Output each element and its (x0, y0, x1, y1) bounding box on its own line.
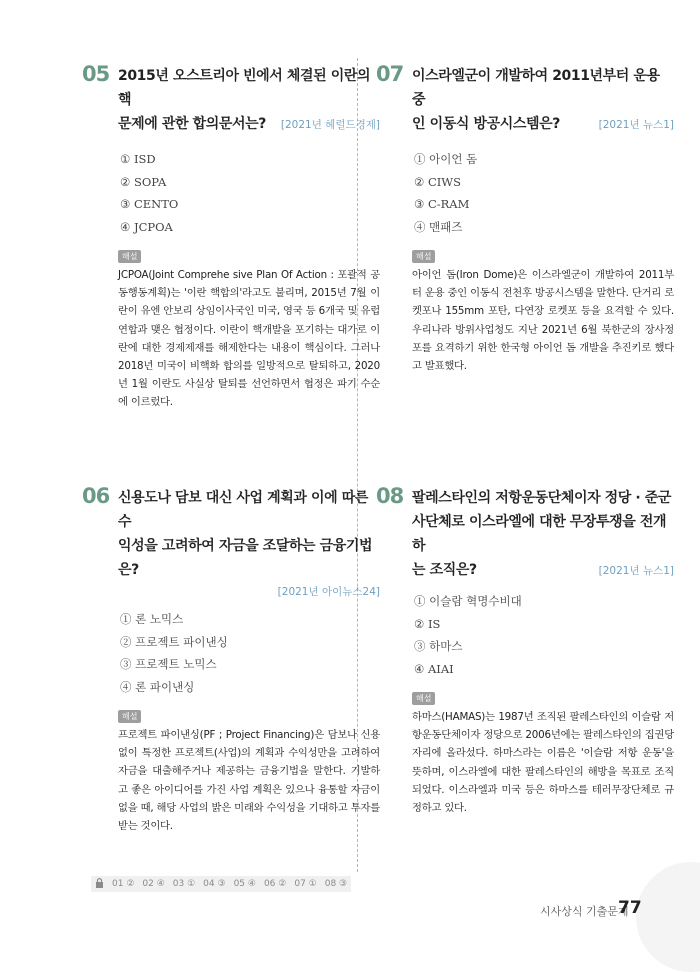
question-number: 08 (376, 484, 404, 508)
option: ① 아이언 돔 (414, 152, 478, 166)
decorative-circle (636, 862, 700, 972)
explanation-text: 하마스(HAMAS)는 1987년 조직된 팔레스타인의 이슬람 저항운동단체이자 정당으로 2006년에는 팔레스타인의 집권당 자리에 올라섰다. 하마스라는 이름은 '이슬람 저항 운동'을 뜻하며, 이스라엘에 대한 팔레스타인의 해방을 목표로 조직되었다. 이스라엘과 미국 등은 하마스를 테러무장단체로 규정하고 있다. (412, 711, 674, 815)
option: ④ 론 파이낸싱 (120, 679, 195, 694)
question-text (412, 64, 674, 136)
lock-icon (95, 878, 104, 891)
question-number: 05 (82, 62, 110, 86)
question-text (118, 64, 380, 136)
options-list (412, 148, 674, 238)
question-text (118, 486, 380, 582)
options-list (412, 590, 674, 680)
question-08 (376, 484, 674, 817)
option: ③ 하마스 (414, 639, 463, 653)
question-07 (376, 62, 674, 375)
option: ② SOPA (120, 174, 167, 189)
explanation-text: 아이언 돔(Iron Dome)은 이스라엘군이 개발하여 2011부터 운용 중인 이동식 전천후 방공시스템을 말한다. 단거리 로켓포나 155mm 포탄, 다연장 로켓포 등을 요격할 수 있다. 우리나라 방위사업청도 지난 2021년 6월 북한군의 장사정포를 요격하기 위한 한국형 아이언 돔 개발을 추진키로 했다고 발표했다. (412, 269, 674, 373)
question-number: 06 (82, 484, 110, 508)
option: ③ C-RAM (414, 197, 470, 211)
option: ④ JCPOA (120, 219, 173, 234)
page-number: 77 (618, 898, 642, 918)
option: ④ AIAI (414, 661, 454, 676)
question-source: [2021년 뉴스1] (598, 565, 674, 577)
option: ② CIWS (414, 174, 462, 189)
question-line: 팔레스타인의 저항운동단체이자 정당 · 준군 (412, 490, 672, 506)
question-number: 07 (376, 62, 404, 86)
answer-item: 05 ④ (233, 879, 256, 889)
question-source: [2021년 헤럴드경제] (280, 119, 380, 131)
option: ② 프로젝트 파이낸싱 (120, 634, 228, 649)
answer-item: 06 ② (263, 879, 287, 889)
answer-item: 01 ② (112, 879, 135, 889)
question-line: 인 이동식 방공시스템은? [2021년 뉴스1] (412, 112, 674, 136)
question-line: 이스라엘군이 개발하여 2011년부터 운용 중 (412, 68, 660, 108)
question-line: 익성을 고려하여 자금을 조달하는 금융기법은? (118, 538, 373, 578)
question-line: 신용도나 담보 대신 사업 계획과 이에 따른 수 (118, 490, 368, 530)
question-line: 2015년 오스트리아 빈에서 체결된 이란의 핵 (118, 68, 371, 108)
answer-item: 02 ④ (142, 879, 165, 889)
question-source: [2021년 뉴스1] (598, 119, 674, 131)
options-list (118, 148, 380, 238)
options-list (118, 608, 380, 698)
explanation-badge: 해설 (118, 250, 141, 263)
option: ③ 프로젝트 노믹스 (120, 657, 217, 671)
option: ① 론 노믹스 (120, 612, 184, 626)
explanation-badge: 해설 (412, 250, 435, 263)
question-source: [2021년 아이뉴스24] (277, 586, 380, 598)
explanation-text: 프로젝트 파이낸싱(PF ; Project Financing)은 담보나 신용 없이 특정한 프로젝트(사업)의 계획과 수익성만을 고려하여 자금을 대출해주거나 제공하는 금융기법을 말한다. 기발하고 좋은 아이디어를 가진 사업 계획은 있으나 융통할 자금이 없을 때, 해당 사업의 밝은 미래와 수익성을 기대하고 투자를 받는 것이다. (118, 729, 380, 833)
question-line: 문제에 관한 합의문서는? [2021년 헤럴드경제] (118, 112, 380, 136)
question-text (412, 486, 674, 582)
answer-item: 04 ③ (203, 879, 226, 889)
footer-section-label: 시사상식 기출문제 (540, 905, 629, 918)
answer-item: 08 ③ (324, 879, 348, 889)
option: ② IS (414, 616, 441, 631)
question-line: 는 조직은? [2021년 뉴스1] (412, 558, 674, 582)
question-line: 사단체로 이스라엘에 대한 무장투쟁을 전개하 (412, 514, 667, 554)
question-05 (82, 62, 380, 412)
explanation-badge: 해설 (412, 692, 435, 705)
option: ④ 맨패즈 (414, 219, 463, 234)
answer-key (91, 876, 351, 892)
explanation-text: JCPOA(Joint Comprehe sive Plan Of Action : 포괄적 공동행동계획)는 '이란 핵합의'라고도 불리며, 2015년 7월 이란이 유엔 안보리 상임이사국인 미국, 영국 등 6개국 및 유럽 연합과 맺은 협정이다. 이란이 핵개발을 포기하는 대가로 이란에 대한 경제제재를 해제한다는 내용이 핵심이다. 그러나 2018년 미국이 비핵화 합의를 일방적으로 탈퇴하고, 2020년 1월 이란도 사실상 탈퇴를 선언하면서 협정은 파기 수순에 이르렀다. (118, 269, 380, 409)
explanation-badge: 해설 (118, 710, 141, 723)
option: ① 이슬람 혁명수비대 (414, 594, 522, 608)
option: ① ISD (120, 152, 156, 166)
answer-item: 03 ① (172, 879, 196, 889)
option: ③ CENTO (120, 197, 179, 211)
question-06 (82, 484, 380, 835)
answer-item: 07 ① (294, 879, 317, 889)
